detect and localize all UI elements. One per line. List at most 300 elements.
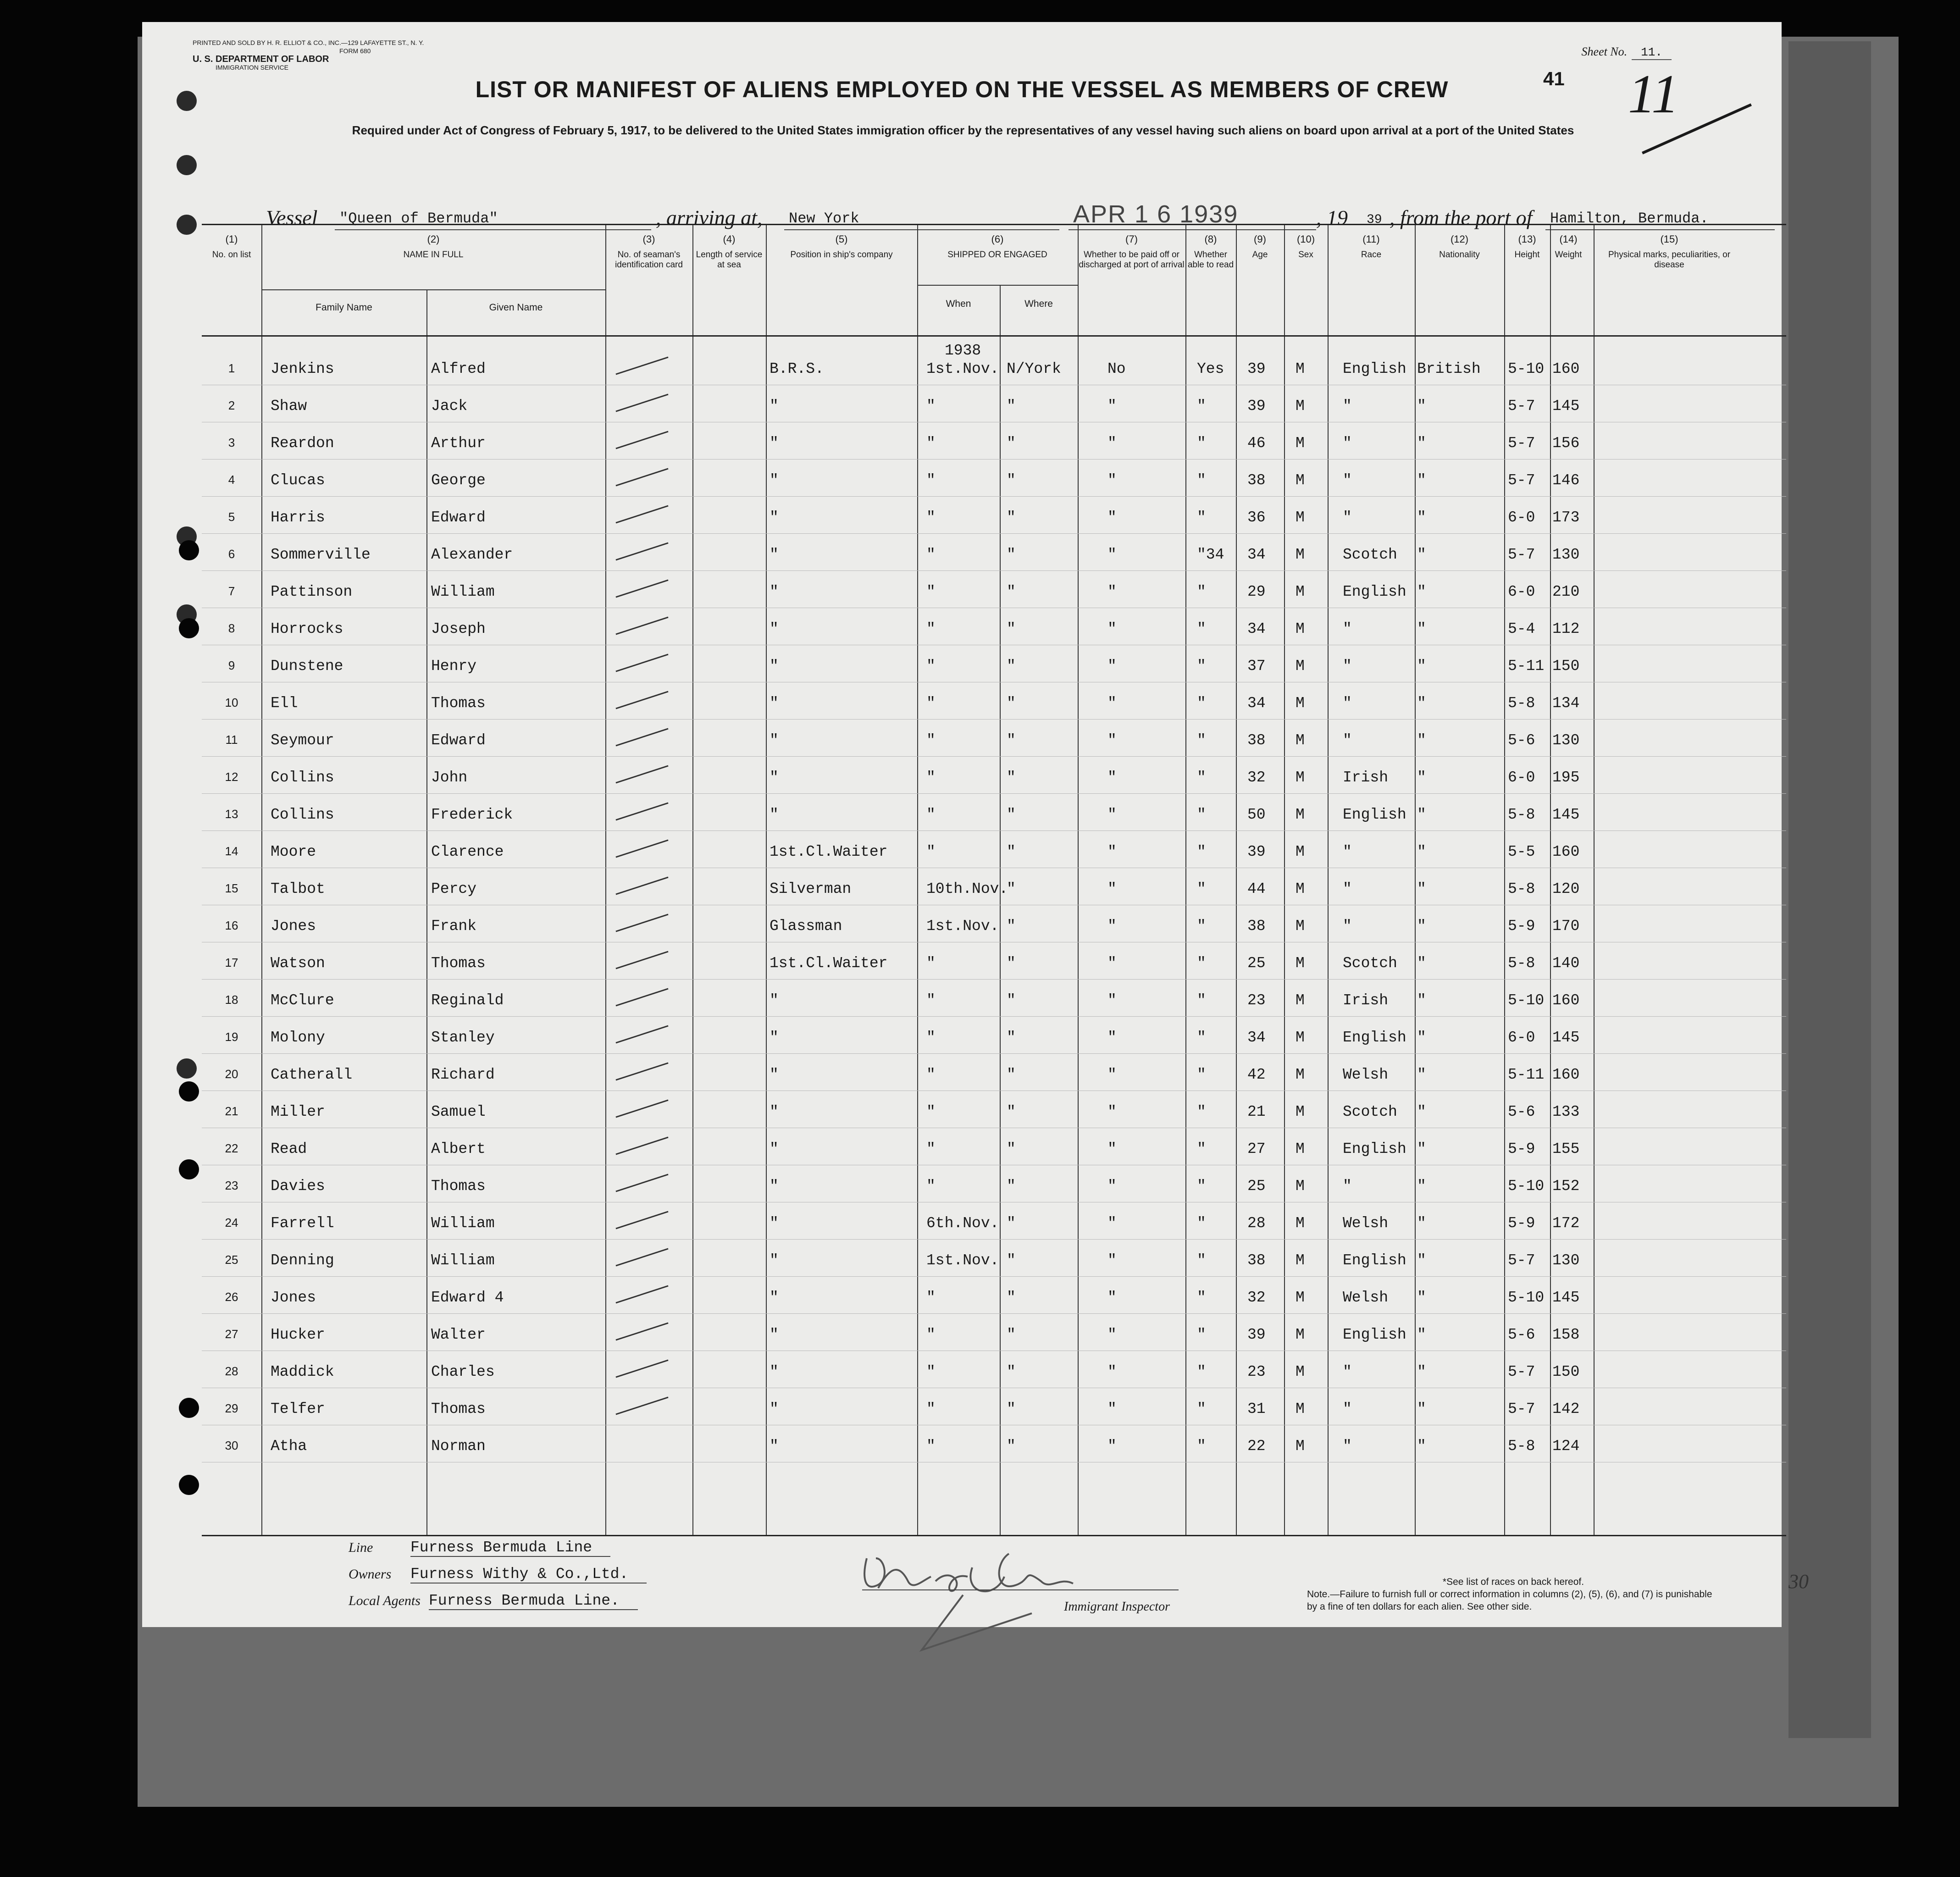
row-number: 14 — [225, 844, 238, 858]
shipped-where-cell: " — [1007, 472, 1016, 489]
id-card-tick-mark — [615, 580, 668, 598]
shipped-when-cell: " — [926, 1103, 936, 1120]
shipped-where-cell: " — [1007, 546, 1016, 563]
family-name-cell: McClure — [271, 992, 334, 1009]
weight-cell: 160 — [1552, 360, 1580, 377]
position-cell: " — [770, 1141, 779, 1157]
inspector-label: Immigrant Inspector — [1064, 1600, 1170, 1614]
shipped-where-cell: " — [1007, 398, 1016, 415]
shipped-when-cell: " — [926, 806, 936, 823]
row-rule — [202, 1053, 1786, 1054]
position-cell: " — [770, 509, 779, 526]
weight-cell: 150 — [1552, 658, 1580, 675]
header-service: (4) Length of service at sea — [696, 233, 763, 270]
race-cell: " — [1343, 398, 1352, 415]
nationality-cell: " — [1417, 1141, 1426, 1157]
age-cell: 25 — [1247, 955, 1266, 972]
nationality-cell: " — [1417, 843, 1426, 860]
shipped-when-cell: " — [926, 1029, 936, 1046]
nationality-cell: " — [1417, 435, 1426, 452]
shipped-where-cell: " — [1007, 769, 1016, 786]
given-name-cell: John — [431, 769, 468, 786]
header-race: (11) Race — [1361, 233, 1382, 260]
paid-off-cell: " — [1107, 769, 1117, 786]
given-name-cell: Percy — [431, 880, 477, 897]
sex-cell: M — [1296, 806, 1305, 823]
shipped-where-cell: " — [1007, 955, 1016, 972]
row-rule — [202, 719, 1786, 720]
family-name-cell: Collins — [271, 769, 334, 786]
race-cell: Irish — [1343, 992, 1389, 1009]
sheet-number-value: 11. — [1632, 45, 1672, 60]
given-name-cell: Thomas — [431, 1401, 486, 1417]
weight-cell: 112 — [1552, 620, 1580, 637]
age-cell: 38 — [1247, 732, 1266, 749]
shipped-when-cell: " — [926, 769, 936, 786]
paid-off-cell: " — [1107, 1103, 1117, 1120]
position-cell: " — [770, 1103, 779, 1120]
header-paid-off: (7) Whether to be paid off or discharged at port of arrival — [1079, 233, 1185, 270]
row-number: 1 — [228, 361, 235, 375]
race-cell: Welsh — [1343, 1066, 1389, 1083]
age-cell: 46 — [1247, 435, 1266, 452]
paid-off-cell: " — [1107, 843, 1117, 860]
sheet-number-label: Sheet No. — [1581, 45, 1628, 58]
department: U. S. DEPARTMENT OF LABOR — [193, 54, 329, 64]
binder-hole — [177, 155, 197, 175]
shipped-where-cell: " — [1007, 992, 1016, 1009]
shipped-when-cell: " — [926, 1326, 936, 1343]
name-subheader-rule — [261, 289, 605, 290]
paid-off-cell: " — [1107, 658, 1117, 675]
id-card-tick-mark — [615, 951, 668, 969]
row-number: 3 — [228, 436, 235, 449]
family-name-cell: Maddick — [271, 1363, 334, 1380]
age-cell: 37 — [1247, 658, 1266, 675]
able-to-read-cell: " — [1197, 1029, 1206, 1046]
given-name-cell: Norman — [431, 1438, 486, 1455]
paid-off-cell: " — [1107, 880, 1117, 897]
height-cell: 6-0 — [1508, 1029, 1535, 1046]
shipped-where-cell: " — [1007, 880, 1016, 897]
id-card-tick-mark — [615, 1063, 668, 1081]
shipped-where-cell: " — [1007, 1215, 1016, 1232]
header-id-card: (3) No. of seaman's identification card — [615, 233, 683, 270]
position-cell: " — [770, 658, 779, 675]
page-title: LIST OR MANIFEST OF ALIENS EMPLOYED ON THE VESSEL AS MEMBERS OF CREW — [475, 77, 1449, 102]
age-cell: 23 — [1247, 1363, 1266, 1380]
year-label: , 19 — [1316, 206, 1348, 229]
nationality-cell: " — [1417, 955, 1426, 972]
vessel-label: Vessel — [266, 206, 318, 229]
form-number: FORM 680 — [339, 47, 371, 55]
sex-cell: M — [1296, 955, 1305, 972]
race-cell: Scotch — [1343, 955, 1397, 972]
family-name-cell: Clucas — [271, 472, 325, 489]
race-cell: English — [1343, 360, 1406, 377]
header-family-name: Family Name — [316, 302, 372, 313]
nationality-cell: " — [1417, 992, 1426, 1009]
sex-cell: M — [1296, 1029, 1305, 1046]
race-cell: English — [1343, 1141, 1406, 1157]
given-name-cell: Walter — [431, 1326, 486, 1343]
sex-cell: M — [1296, 1363, 1305, 1380]
weight-cell: 142 — [1552, 1401, 1580, 1417]
weight-cell: 156 — [1552, 435, 1580, 452]
weight-cell: 160 — [1552, 843, 1580, 860]
row-rule — [202, 793, 1786, 794]
weight-cell: 173 — [1552, 509, 1580, 526]
owners-label: Owners — [349, 1567, 392, 1582]
shipped-when-cell: " — [926, 435, 936, 452]
shipped-when-cell: " — [926, 843, 936, 860]
age-cell: 34 — [1247, 695, 1266, 712]
able-to-read-cell: Yes — [1197, 360, 1224, 377]
nationality-cell: " — [1417, 1326, 1426, 1343]
given-name-cell: Thomas — [431, 955, 486, 972]
sex-cell: M — [1296, 546, 1305, 563]
height-cell: 5-11 — [1508, 1066, 1545, 1083]
shipped-where-cell: " — [1007, 1178, 1016, 1195]
nationality-cell: British — [1417, 360, 1481, 377]
binder-hole — [179, 1398, 199, 1418]
family-name-cell: Telfer — [271, 1401, 325, 1417]
sex-cell: M — [1296, 843, 1305, 860]
height-cell: 5-10 — [1508, 1289, 1545, 1306]
position-cell: " — [770, 1438, 779, 1455]
sex-cell: M — [1296, 695, 1305, 712]
position-cell: " — [770, 435, 779, 452]
able-to-read-cell: " — [1197, 732, 1206, 749]
sex-cell: M — [1296, 658, 1305, 675]
nationality-cell: " — [1417, 1363, 1426, 1380]
weight-cell: 146 — [1552, 472, 1580, 489]
shipped-where-cell: " — [1007, 1438, 1016, 1455]
age-cell: 50 — [1247, 806, 1266, 823]
shipped-where-cell: " — [1007, 658, 1016, 675]
id-card-tick-mark — [615, 1025, 668, 1044]
paid-off-cell: " — [1107, 1178, 1117, 1195]
row-rule — [202, 496, 1786, 497]
id-card-tick-mark — [615, 877, 668, 895]
able-to-read-cell: " — [1197, 1438, 1206, 1455]
family-name-cell: Hucker — [271, 1326, 325, 1343]
given-name-cell: Richard — [431, 1066, 495, 1083]
family-name-cell: Farrell — [271, 1215, 334, 1232]
family-name-cell: Jones — [271, 918, 316, 935]
given-name-cell: Frederick — [431, 806, 513, 823]
age-cell: 39 — [1247, 843, 1266, 860]
shipped-when-cell: " — [926, 1438, 936, 1455]
header-no: (1) No. on list — [212, 233, 251, 260]
race-cell: " — [1343, 509, 1352, 526]
position-cell: " — [770, 583, 779, 600]
shipped-where-cell: " — [1007, 1289, 1016, 1306]
id-card-tick-mark — [615, 1360, 668, 1378]
age-cell: 21 — [1247, 1103, 1266, 1120]
sex-cell: M — [1296, 472, 1305, 489]
shipped-when-cell: " — [926, 509, 936, 526]
weight-cell: 120 — [1552, 880, 1580, 897]
position-cell: " — [770, 1178, 779, 1195]
weight-cell: 160 — [1552, 1066, 1580, 1083]
sex-cell: M — [1296, 1289, 1305, 1306]
age-cell: 34 — [1247, 546, 1266, 563]
shipped-subheader-rule — [917, 285, 1078, 286]
height-cell: 5-7 — [1508, 1363, 1535, 1380]
row-rule — [202, 459, 1786, 460]
id-card-tick-mark — [615, 1285, 668, 1304]
shipped-where-cell: " — [1007, 1103, 1016, 1120]
nationality-cell: " — [1417, 509, 1426, 526]
id-card-tick-mark — [615, 505, 668, 524]
shipped-where-cell: " — [1007, 509, 1016, 526]
nationality-cell: " — [1417, 546, 1426, 563]
sex-cell: M — [1296, 732, 1305, 749]
row-number: 22 — [225, 1141, 238, 1155]
footnote — [1307, 1576, 1720, 1613]
shipped-when-cell: " — [926, 1289, 936, 1306]
able-to-read-cell: " — [1197, 1252, 1206, 1269]
family-name-cell: Jenkins — [271, 360, 334, 377]
sex-cell: M — [1296, 583, 1305, 600]
row-number: 27 — [225, 1327, 238, 1341]
id-card-tick-mark — [615, 1100, 668, 1118]
header-shipped: (6) SHIPPED OR ENGAGED — [947, 233, 1047, 260]
given-name-cell: Arthur — [431, 435, 486, 452]
position-cell: " — [770, 1215, 779, 1232]
position-cell: " — [770, 1363, 779, 1380]
header-position: (5) Position in ship's company — [790, 233, 893, 260]
id-card-tick-mark — [615, 1397, 668, 1415]
nationality-cell: " — [1417, 806, 1426, 823]
age-cell: 39 — [1247, 360, 1266, 377]
row-rule — [202, 1313, 1786, 1314]
id-card-tick-mark — [615, 691, 668, 709]
family-name-cell: Horrocks — [271, 620, 343, 637]
sex-cell: M — [1296, 1178, 1305, 1195]
from-port: Hamilton, Bermuda. — [1550, 210, 1709, 227]
row-number: 9 — [228, 659, 235, 672]
able-to-read-cell: " — [1197, 1401, 1206, 1417]
shipped-where-cell: " — [1007, 843, 1016, 860]
given-name-cell: William — [431, 1215, 495, 1232]
able-to-read-cell: " — [1197, 583, 1206, 600]
row-number: 7 — [228, 584, 235, 598]
nationality-cell: " — [1417, 1289, 1426, 1306]
nationality-cell: " — [1417, 880, 1426, 897]
shipped-where-cell: " — [1007, 1141, 1016, 1157]
able-to-read-cell: " — [1197, 1141, 1206, 1157]
row-number: 20 — [225, 1067, 238, 1081]
race-cell: Welsh — [1343, 1289, 1389, 1306]
given-name-cell: Edward — [431, 509, 486, 526]
row-rule — [202, 570, 1786, 571]
shipped-where-cell: " — [1007, 1252, 1016, 1269]
service: IMMIGRATION SERVICE — [216, 64, 288, 71]
able-to-read-cell: " — [1197, 918, 1206, 935]
paid-off-cell: " — [1107, 1252, 1117, 1269]
age-cell: 44 — [1247, 880, 1266, 897]
row-number: 29 — [225, 1401, 238, 1415]
row-rule — [202, 756, 1786, 757]
printer-imprint — [193, 39, 651, 72]
height-cell: 5-7 — [1508, 1252, 1535, 1269]
position-cell: " — [770, 398, 779, 415]
able-to-read-cell: "34 — [1197, 546, 1224, 563]
able-to-read-cell: " — [1197, 880, 1206, 897]
row-number: 10 — [225, 696, 238, 709]
nationality-cell: " — [1417, 1401, 1426, 1417]
row-number: 25 — [225, 1253, 238, 1267]
sex-cell: M — [1296, 435, 1305, 452]
binder-hole — [177, 215, 197, 235]
nationality-cell: " — [1417, 1438, 1426, 1455]
race-cell: " — [1343, 1401, 1352, 1417]
able-to-read-cell: " — [1197, 1215, 1206, 1232]
nationality-cell: " — [1417, 658, 1426, 675]
nationality-cell: " — [1417, 1103, 1426, 1120]
position-cell: " — [770, 1326, 779, 1343]
owners-value: Furness Withy & Co.,Ltd. — [410, 1566, 647, 1584]
row-number: 28 — [225, 1364, 238, 1378]
nationality-cell: " — [1417, 1029, 1426, 1046]
page-subtitle: Required under Act of Congress of February 5, 1917, to be delivered to the United States immigration officer by the representatives of any vessel having such aliens on board upon arrival at a port of the United States — [352, 123, 1574, 137]
manifest-page — [142, 22, 1809, 1627]
shipped-when-cell: " — [926, 1066, 936, 1083]
able-to-read-cell: " — [1197, 620, 1206, 637]
row-number: 8 — [228, 621, 235, 635]
able-to-read-cell: " — [1197, 1178, 1206, 1195]
able-to-read-cell: " — [1197, 435, 1206, 452]
weight-cell: 155 — [1552, 1141, 1580, 1157]
id-card-tick-mark — [615, 1248, 668, 1267]
row-number: 13 — [225, 807, 238, 821]
position-cell: " — [770, 1029, 779, 1046]
binder-hole — [179, 1159, 199, 1179]
age-cell: 38 — [1247, 1252, 1266, 1269]
row-rule — [202, 979, 1786, 980]
family-name-cell: Read — [271, 1141, 307, 1157]
race-cell: " — [1343, 695, 1352, 712]
height-cell: 6-0 — [1508, 583, 1535, 600]
weight-cell: 160 — [1552, 992, 1580, 1009]
shipped-where-cell: " — [1007, 620, 1016, 637]
paid-off-cell: " — [1107, 806, 1117, 823]
line-label: Line — [349, 1540, 373, 1555]
age-cell: 28 — [1247, 1215, 1266, 1232]
column-divider — [426, 289, 427, 1535]
row-number: 16 — [225, 919, 238, 932]
family-name-cell: Shaw — [271, 398, 307, 415]
race-cell: Scotch — [1343, 546, 1397, 563]
given-name-cell: Edward — [431, 732, 486, 749]
header-age: (9) Age — [1252, 233, 1268, 260]
given-name-cell: William — [431, 1252, 495, 1269]
given-name-cell: Frank — [431, 918, 477, 935]
handwritten-number: 11 — [1628, 63, 1679, 124]
shipped-where-cell: " — [1007, 435, 1016, 452]
paid-off-cell: " — [1107, 435, 1117, 452]
position-cell: Glassman — [770, 918, 842, 935]
weight-cell: 134 — [1552, 695, 1580, 712]
id-card-tick-mark — [615, 617, 668, 635]
weight-cell: 140 — [1552, 955, 1580, 972]
nationality-cell: " — [1417, 918, 1426, 935]
binder-hole — [179, 1081, 199, 1102]
height-cell: 5-9 — [1508, 1215, 1535, 1232]
paid-off-cell: " — [1107, 398, 1117, 415]
height-cell: 5-11 — [1508, 658, 1545, 675]
position-cell: Silverman — [770, 880, 852, 897]
header-given-name: Given Name — [489, 302, 543, 313]
shipped-when-cell: " — [926, 955, 936, 972]
nationality-cell: " — [1417, 732, 1426, 749]
nationality-cell: " — [1417, 1252, 1426, 1269]
able-to-read-cell: " — [1197, 695, 1206, 712]
able-to-read-cell: " — [1197, 509, 1206, 526]
able-to-read-cell: " — [1197, 658, 1206, 675]
given-name-cell: Edward 4 — [431, 1289, 504, 1306]
nationality-cell: " — [1417, 695, 1426, 712]
header-when: When — [946, 299, 971, 309]
able-to-read-cell: " — [1197, 398, 1206, 415]
weight-cell: 124 — [1552, 1438, 1580, 1455]
shipped-where-cell: " — [1007, 1029, 1016, 1046]
id-card-tick-mark — [615, 988, 668, 1007]
id-card-tick-mark — [615, 803, 668, 821]
shipped-when-cell: " — [926, 732, 936, 749]
family-name-cell: Seymour — [271, 732, 334, 749]
id-card-tick-mark — [615, 394, 668, 412]
race-cell: " — [1343, 472, 1352, 489]
family-name-cell: Catherall — [271, 1066, 353, 1083]
row-rule — [202, 1239, 1786, 1240]
able-to-read-cell: " — [1197, 1103, 1206, 1120]
row-number: 5 — [228, 510, 235, 524]
height-cell: 5-7 — [1508, 546, 1535, 563]
paid-off-cell: " — [1107, 1215, 1117, 1232]
shipped-when-cell: 1st.Nov. — [926, 360, 999, 377]
crew-table — [202, 224, 1786, 1536]
able-to-read-cell: " — [1197, 1363, 1206, 1380]
binder-hole — [179, 618, 199, 638]
paid-off-cell: " — [1107, 1141, 1117, 1157]
weight-cell: 130 — [1552, 1252, 1580, 1269]
year-value: 39 — [1367, 213, 1382, 227]
nationality-cell: " — [1417, 583, 1426, 600]
given-name-cell: Alexander — [431, 546, 513, 563]
position-cell: " — [770, 992, 779, 1009]
height-cell: 6-0 — [1508, 509, 1535, 526]
row-number: 6 — [228, 547, 235, 561]
sex-cell: M — [1296, 1103, 1305, 1120]
row-rule — [202, 1016, 1786, 1017]
row-number: 12 — [225, 770, 238, 784]
height-cell: 5-7 — [1508, 472, 1535, 489]
family-name-cell: Talbot — [271, 880, 325, 897]
position-cell: " — [770, 1066, 779, 1083]
height-cell: 5-4 — [1508, 620, 1535, 637]
able-to-read-cell: " — [1197, 843, 1206, 860]
shipped-when-cell: " — [926, 620, 936, 637]
height-cell: 5-6 — [1508, 1326, 1535, 1343]
weight-cell: 145 — [1552, 1289, 1580, 1306]
weight-cell: 152 — [1552, 1178, 1580, 1195]
line-value: Furness Bermuda Line — [410, 1539, 610, 1557]
shipped-where-cell: " — [1007, 583, 1016, 600]
shipped-when-cell: 1st.Nov. — [926, 918, 999, 935]
